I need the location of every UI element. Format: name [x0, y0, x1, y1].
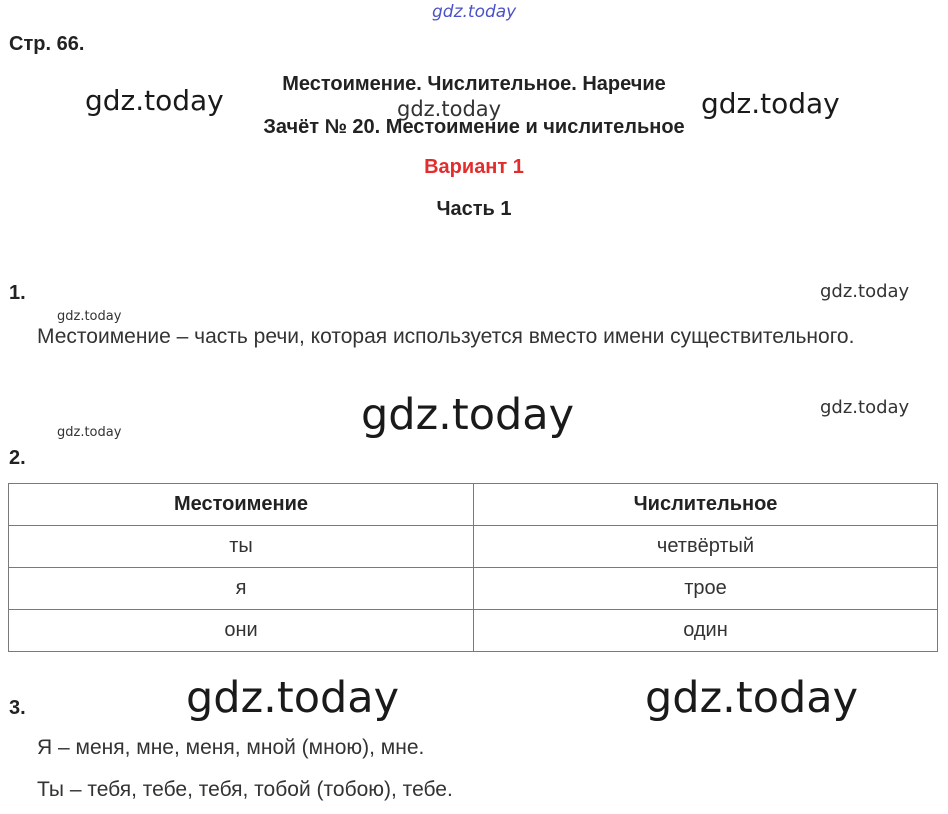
watermark: gdz.today: [57, 309, 122, 324]
task-3-line: Ты – тебя, тебе, тебя, тобой (тобою), тебе.: [37, 778, 453, 801]
table-header-row: [9, 484, 938, 526]
watermark: gdz.today: [820, 281, 910, 302]
watermark: gdz.today: [85, 84, 224, 117]
task-1-answer: Местоимение – часть речи, которая используется вместо имени существительного.: [37, 325, 855, 348]
task-1-number: 1.: [9, 282, 26, 304]
table-cell: они: [9, 610, 474, 652]
page-number: Стр. 66.: [9, 33, 85, 55]
part-heading: Часть 1: [436, 198, 512, 220]
table-cell: один: [474, 610, 938, 652]
table-row: [9, 568, 938, 610]
table-row: [9, 610, 938, 652]
watermark: gdz.today: [820, 397, 910, 418]
task-3-number: 3.: [9, 697, 26, 719]
watermark: gdz.today: [397, 97, 502, 121]
task-2-number: 2.: [9, 447, 26, 469]
watermark: gdz.today: [645, 673, 859, 723]
test-title: Зачёт № 20. Местоимение и числительное: [263, 116, 685, 138]
task-3-line: Я – меня, мне, меня, мной (мною), мне.: [37, 736, 425, 759]
watermark: gdz.today: [186, 673, 400, 723]
watermark: gdz.today: [701, 87, 840, 120]
watermark: gdz.today: [361, 390, 575, 440]
table-cell: я: [9, 568, 474, 610]
column-header-pronoun: Местоимение: [9, 484, 474, 526]
table-cell: четвёртый: [474, 526, 938, 568]
table-cell: ты: [9, 526, 474, 568]
watermark: gdz.today: [57, 425, 122, 440]
variant-heading: Вариант 1: [424, 156, 524, 178]
table-cell: трое: [474, 568, 938, 610]
answer-table: [8, 483, 938, 652]
table-row: [9, 526, 938, 568]
watermark-top: gdz.today: [432, 2, 517, 22]
section-title: Местоимение. Числительное. Наречие: [282, 73, 666, 95]
column-header-numeral: Числительное: [474, 484, 938, 526]
